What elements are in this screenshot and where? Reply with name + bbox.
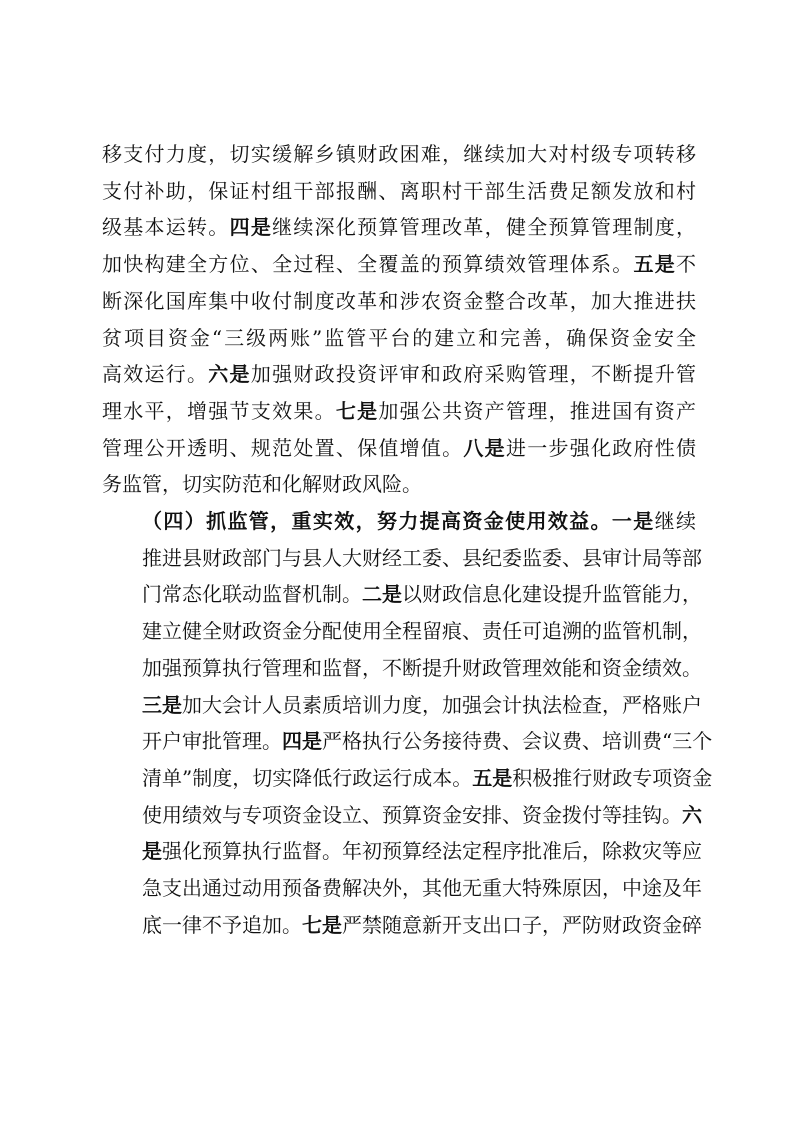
text-run: 支付补助，保证村组干部报酬、离职村干部生活费足额发放和村 — [102, 178, 696, 203]
bold-run: 是 — [142, 839, 162, 864]
text-run: 使用绩效与专项资金设立、预算资金安排、资金拨付等挂钩。 — [142, 802, 682, 827]
text-line — [102, 356, 696, 393]
text-run: 加强预算执行管理和监督，不断提升财政管理效能和资金绩效。 — [142, 655, 702, 680]
text-run: 清单”制度，切实降低行政运行成本。 — [142, 765, 473, 790]
text-run: 务监管，切实防范和化解财政风险。 — [102, 472, 422, 497]
text-run: 推进县财政部门与县人大财经工委、县纪委监委、县审计局等部 — [142, 545, 702, 570]
text-line — [102, 540, 702, 577]
text-line — [102, 833, 702, 870]
text-line — [102, 576, 702, 613]
text-run: 建立健全财政资金分配使用全程留痕、责任可追溯的监管机制， — [142, 619, 702, 644]
paragraph — [102, 136, 696, 503]
text-run: 严格执行公务接待费、会议费、培训费“三个 — [322, 729, 713, 754]
bold-run: 七是 — [302, 912, 342, 937]
text-run: 继续 — [654, 509, 697, 534]
paragraph — [102, 503, 713, 943]
text-line — [102, 320, 696, 357]
text-run: 断深化国库集中收付制度改革和涉农资金整合改革，加大推进扶 — [102, 288, 696, 313]
text-line — [102, 613, 702, 650]
text-run: 急支出通过动用预备费解决外，其他无重大特殊原因，中途及年 — [142, 876, 702, 901]
bold-run: 三是 — [142, 692, 182, 717]
text-line — [102, 466, 696, 503]
text-line — [102, 503, 696, 540]
text-line — [102, 650, 702, 687]
bold-run: 四是 — [282, 729, 322, 754]
text-run: 积极推行财政专项资金 — [512, 765, 713, 790]
text-line — [102, 760, 713, 797]
text-run: 开户审批管理。 — [142, 729, 282, 754]
text-run: 强化预算执行监督。年初预算经法定程序批准后，除救灾等应 — [162, 839, 702, 864]
bold-run: 四是 — [229, 215, 273, 240]
text-line — [102, 870, 702, 907]
text-run: 加快构建全方位、全过程、全覆盖的预算绩效管理体系。 — [102, 252, 634, 277]
body-text — [102, 136, 713, 943]
text-run: 加大会计人员素质培训力度，加强会计执法检查，严格账户 — [182, 692, 702, 717]
text-run: 进一步强化政府性债 — [505, 435, 697, 460]
text-line — [102, 797, 702, 834]
text-run: 理水平，增强节支效果。 — [102, 398, 336, 423]
bold-run: 七是 — [335, 398, 379, 423]
text-run: 门常态化联动监督机制。 — [142, 582, 362, 607]
text-line — [102, 687, 702, 724]
bold-run: （四）抓监管，重实效，努力提高资金使用效益。一是 — [142, 509, 655, 534]
text-line — [102, 907, 702, 944]
text-run: 级基本运转。 — [102, 215, 230, 240]
text-run: 贫项目资金“三级两账”监管平台的建立和完善，确保资金安全 — [102, 325, 696, 350]
text-run: 严禁随意新开支出口子，严防财政资金碎 — [342, 912, 702, 937]
text-run: 加强财政投资评审和政府采购管理，不断提升管 — [250, 362, 697, 387]
text-run: 不 — [676, 252, 697, 277]
text-line — [102, 246, 696, 283]
text-line — [102, 173, 696, 210]
bold-run: 二是 — [362, 582, 402, 607]
text-run: 继续深化预算管理改革，健全预算管理制度， — [272, 215, 697, 240]
bold-run: 六 — [682, 802, 702, 827]
text-run: 移支付力度，切实缓解乡镇财政困难，继续加大对村级专项转移 — [102, 142, 696, 166]
text-run: 高效运行。 — [102, 362, 209, 387]
bold-run: 六是 — [208, 362, 251, 387]
bold-run: 五是 — [472, 765, 513, 790]
text-run: 管理公开透明、规范处置、保值增值。 — [102, 435, 464, 460]
text-run: 底一律不予追加。 — [142, 912, 302, 937]
text-line — [102, 136, 696, 173]
text-line — [102, 393, 696, 430]
text-line — [102, 723, 713, 760]
text-line — [102, 283, 696, 320]
text-run: 加强公共资产管理，推进国有资产 — [378, 398, 697, 423]
bold-run: 五是 — [633, 252, 677, 277]
bold-run: 八是 — [463, 435, 506, 460]
text-run: 以财政信息化建设提升监管能力， — [402, 582, 702, 607]
text-line — [102, 209, 696, 246]
text-line — [102, 430, 696, 467]
